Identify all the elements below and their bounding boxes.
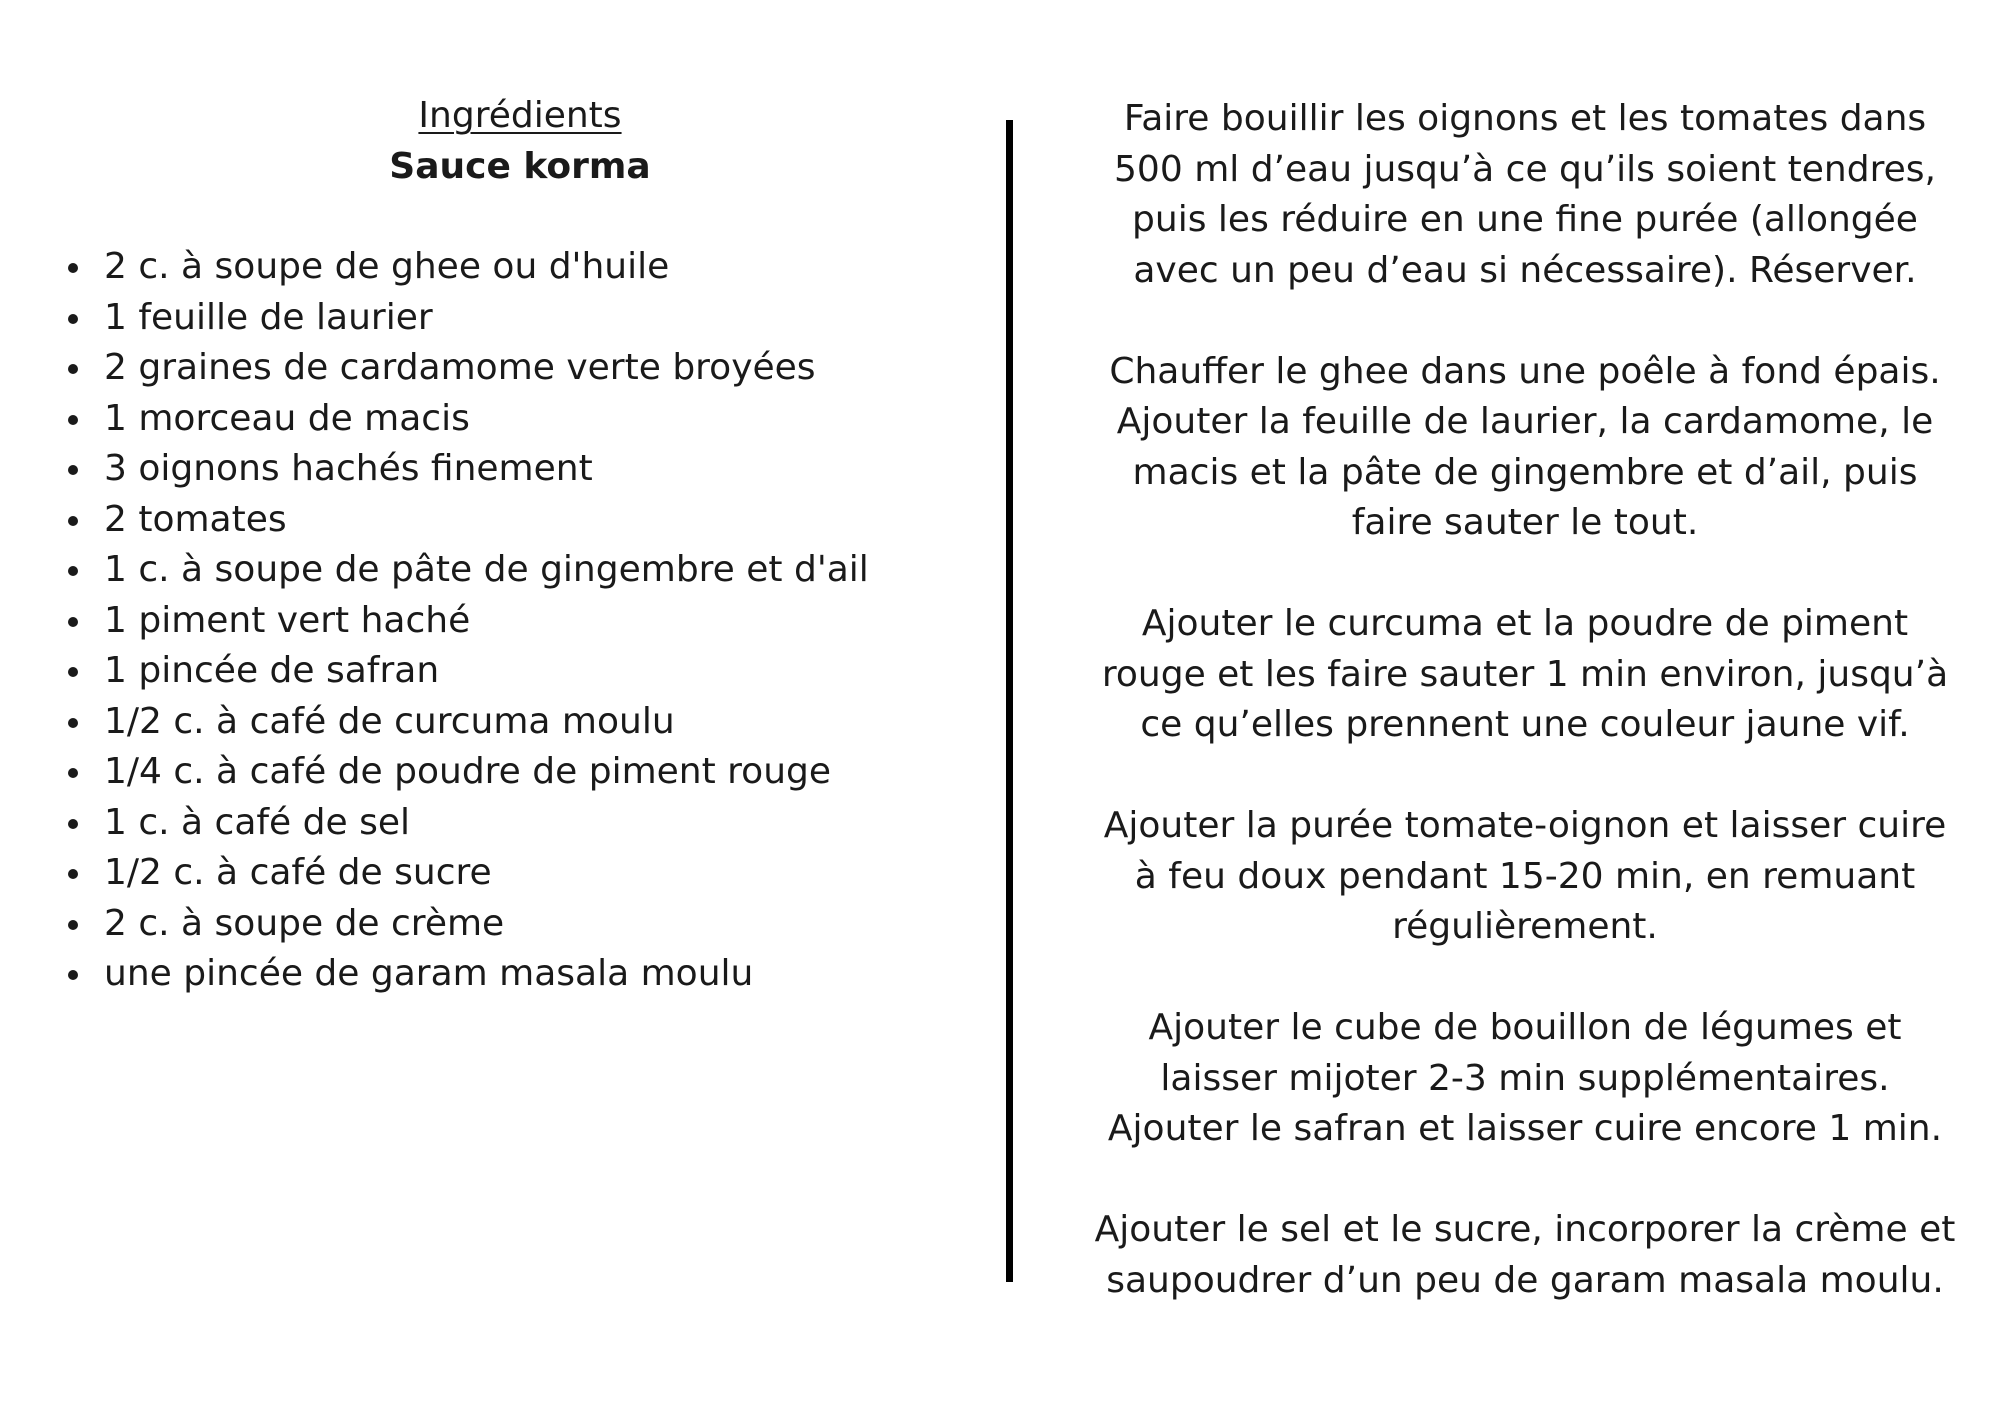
instructions-column	[1090, 94, 1960, 1357]
instruction-line: Ajouter le cube de bouillon de légumes et	[1148, 1007, 1902, 1048]
instruction-line: Ajouter le curcuma et la poudre de piment	[1141, 603, 1909, 644]
ingredient-item: 1 feuille de laurier	[60, 293, 980, 344]
instruction-line: avec un peu d’eau si nécessaire). Réserver.	[1133, 249, 1917, 291]
ingredient-item: 2 tomates	[60, 495, 980, 546]
ingredient-item: 2 c. à soupe de crème	[60, 899, 980, 950]
instruction-step-4	[1090, 801, 1960, 953]
ingredient-item: 1 piment vert haché	[60, 596, 980, 647]
instruction-line: saupoudrer d’un peu de garam masala moulu.	[1106, 1259, 1944, 1301]
ingredient-item: 1/2 c. à café de sucre	[60, 848, 980, 899]
instruction-line: Ajouter le safran et laisser cuire encore 1 min.	[1107, 1108, 1943, 1149]
ingredients-heading	[60, 90, 980, 141]
instruction-step-3	[1090, 599, 1960, 751]
instruction-line: laisser mijoter 2-3 min supplémentaires.	[1160, 1057, 1890, 1099]
instruction-line: à feu doux pendant 15-20 min, en remuant	[1134, 855, 1916, 897]
instruction-step-1	[1090, 94, 1960, 296]
ingredient-item: 1/4 c. à café de poudre de piment rouge	[60, 747, 980, 798]
ingredient-item: 1 pincée de safran	[60, 646, 980, 697]
instruction-step-6	[1090, 1205, 1960, 1306]
ingredient-item: 2 c. à soupe de ghee ou d'huile	[60, 242, 980, 293]
instruction-line: rouge et les faire sauter 1 min environ, jusqu’à	[1101, 653, 1949, 695]
instruction-line: régulièrement.	[1392, 906, 1658, 947]
instruction-step-2	[1090, 347, 1960, 549]
instruction-line: macis et la pâte de gingembre et d’ail, puis	[1132, 451, 1918, 493]
instruction-line: puis les réduire en une fine purée (allongée	[1132, 199, 1918, 240]
ingredient-item: une pincée de garam masala moulu	[60, 949, 980, 1000]
instruction-line: 500 ml d’eau jusqu’à ce qu’ils soient tendres,	[1114, 148, 1936, 190]
ingredient-item: 3 oignons hachés finement	[60, 444, 980, 495]
instruction-line: Faire bouillir les oignons et les tomates dans	[1123, 98, 1927, 139]
instruction-step-5	[1090, 1003, 1960, 1155]
instruction-line: faire sauter le tout.	[1351, 502, 1699, 543]
ingredients-title: Ingrédients	[418, 95, 622, 136]
ingredient-item: 2 graines de cardamome verte broyées	[60, 343, 980, 394]
ingredient-item: 1 c. à café de sel	[60, 798, 980, 849]
recipe-subtitle: Sauce korma	[389, 146, 651, 187]
ingredient-item: 1 c. à soupe de pâte de gingembre et d'ail	[60, 545, 980, 596]
ingredient-item: 1 morceau de macis	[60, 394, 980, 445]
instruction-line: Ajouter la purée tomate-oignon et laisser cuire	[1103, 805, 1947, 846]
instruction-line: Ajouter le sel et le sucre, incorporer la crème et	[1094, 1209, 1956, 1250]
ingredient-list	[60, 242, 980, 1000]
ingredient-item: 1/2 c. à café de curcuma moulu	[60, 697, 980, 748]
column-divider	[1006, 120, 1013, 1282]
instruction-line: Ajouter la feuille de laurier, la cardamome, le	[1116, 401, 1934, 442]
instruction-line: Chauffer le ghee dans une poêle à fond épais.	[1109, 350, 1941, 392]
instruction-line: ce qu’elles prennent une couleur jaune vif.	[1140, 704, 1910, 745]
